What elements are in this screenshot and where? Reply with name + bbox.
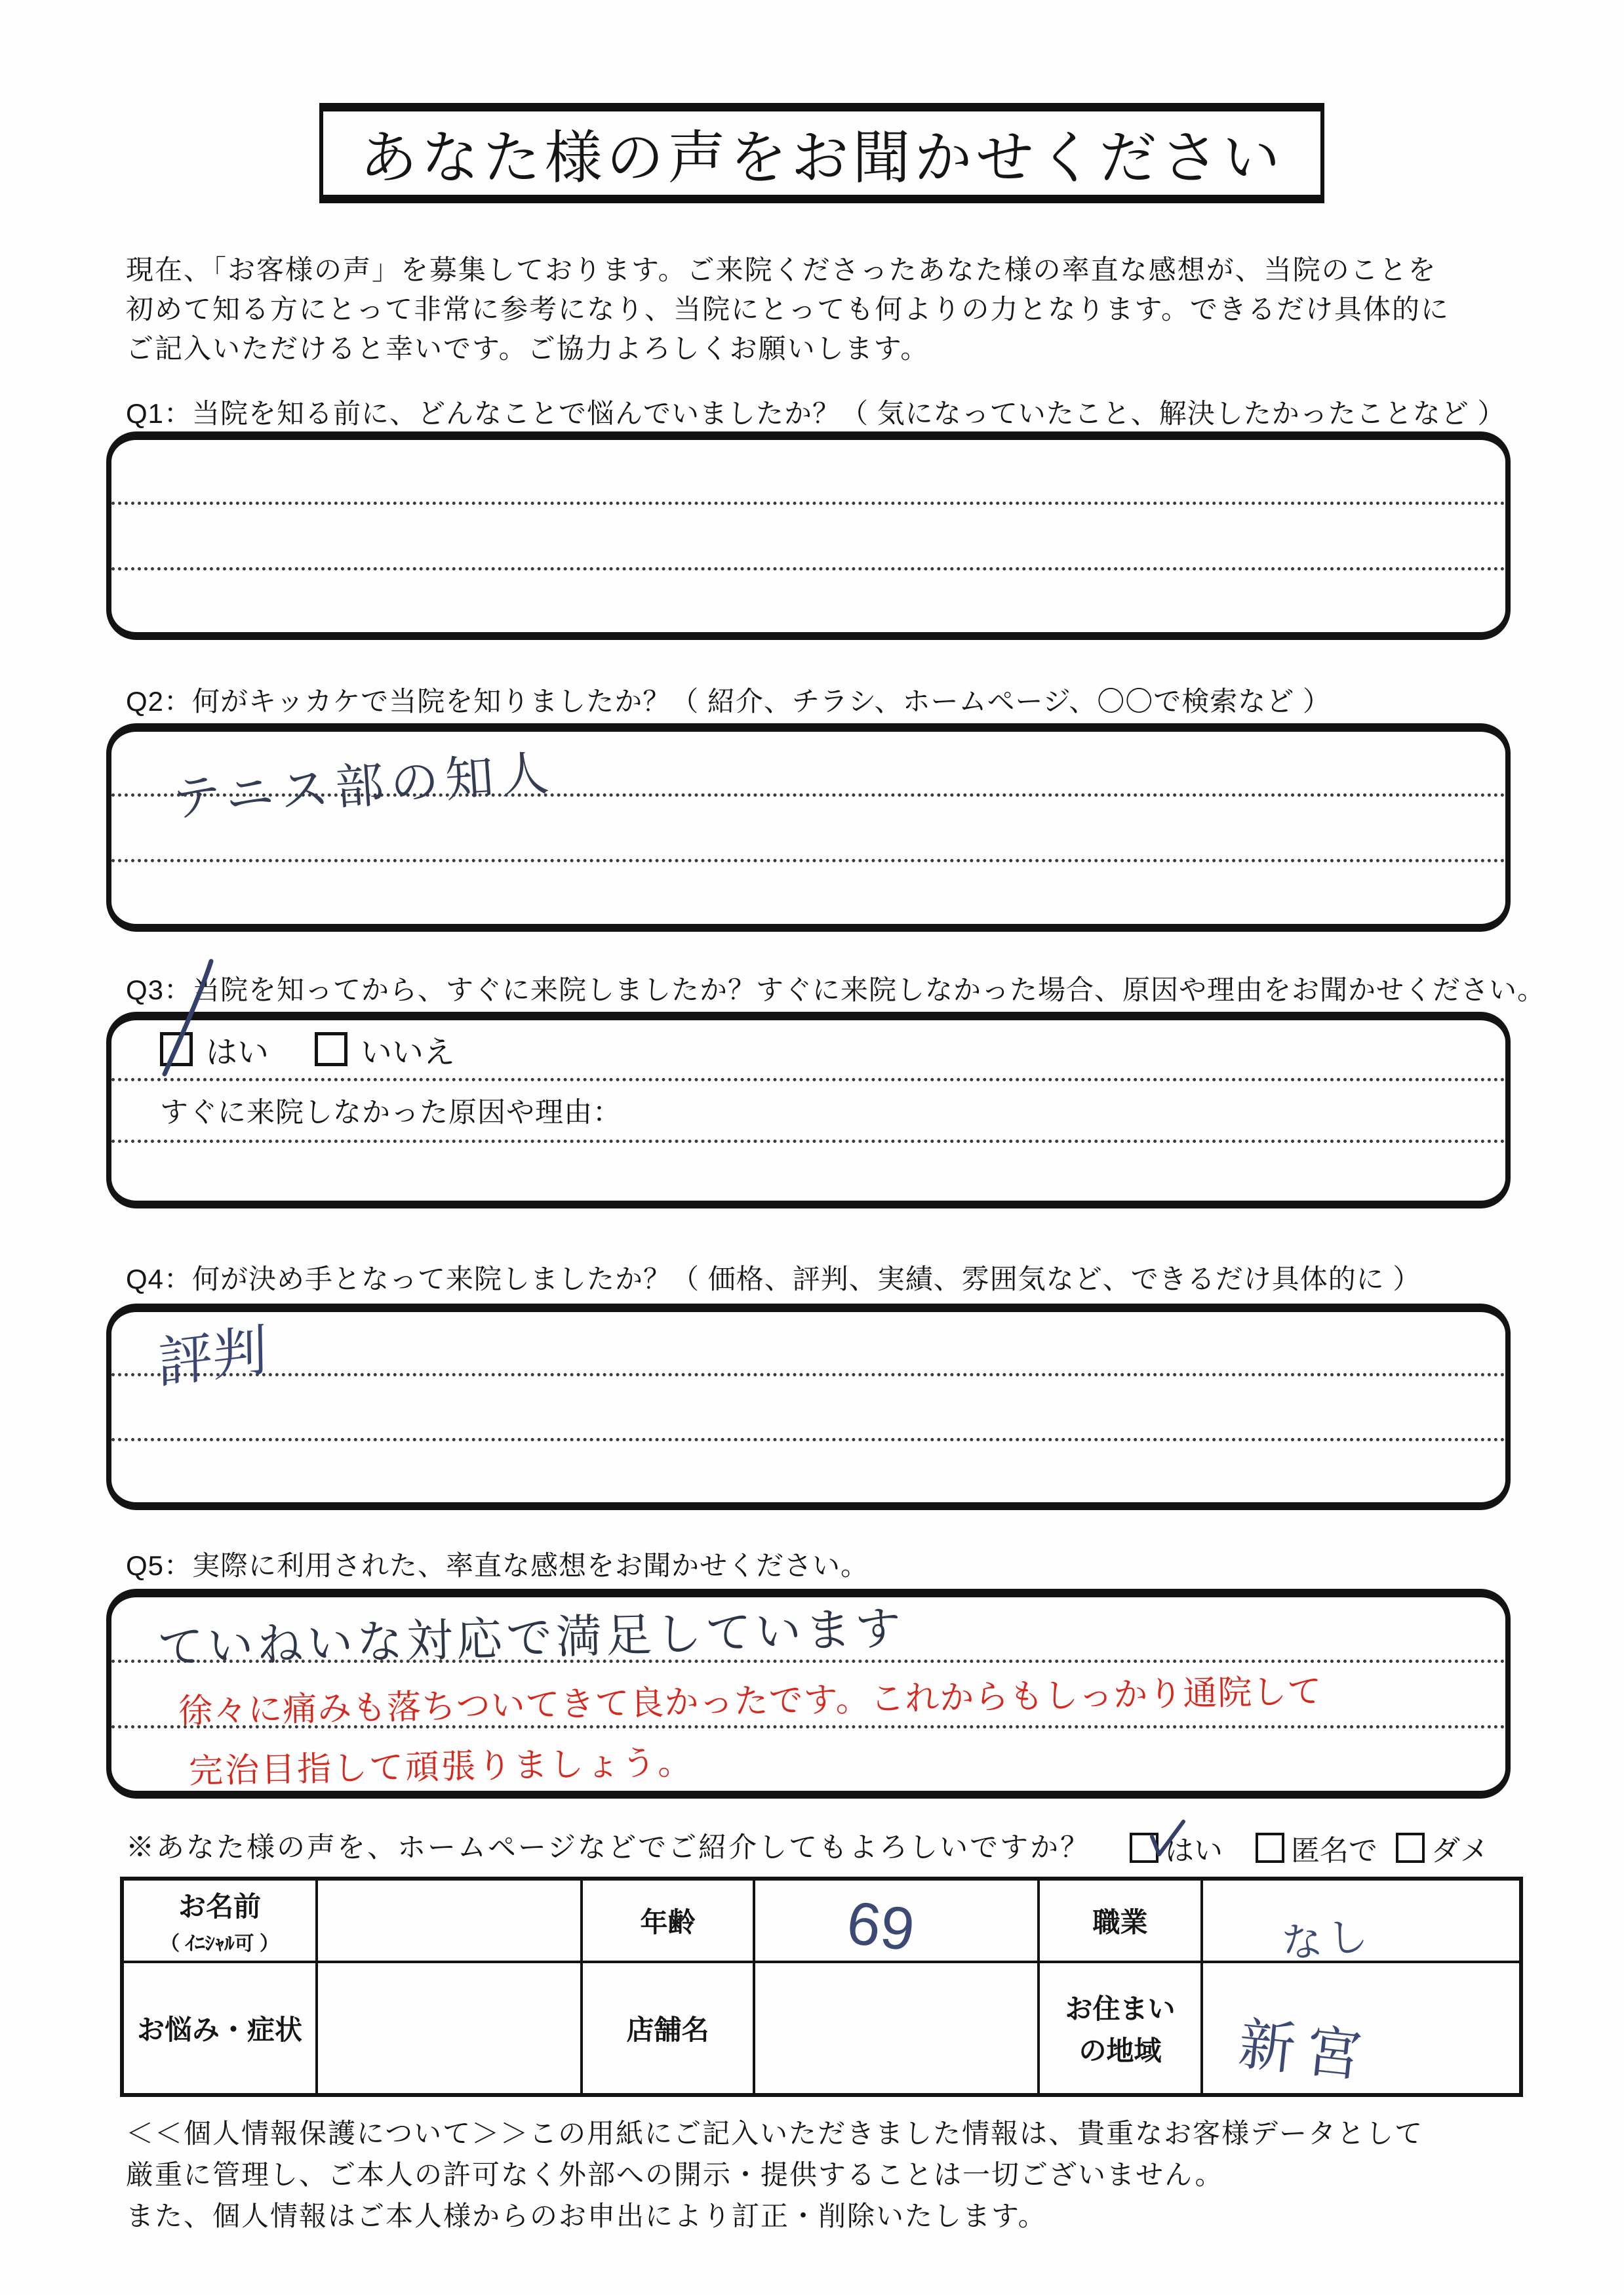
question-3-answer-box <box>106 1012 1511 1208</box>
table-value-age <box>755 1881 1040 1963</box>
table-header-symptom: お悩み・症状 <box>124 1963 318 2093</box>
answer-row <box>111 440 1505 505</box>
table-value-symptom <box>318 1963 583 2093</box>
table-header-job: 職業 <box>1040 1881 1203 1963</box>
question-4-answer-box <box>106 1304 1511 1510</box>
table-header-age: 年齢 <box>583 1881 755 1963</box>
intro-line: 現在、「お客様の声」を募集しております。ご来院くださったあなた様の率直な感想が、当院のことを <box>126 254 1437 285</box>
consent-no-label: ダメ <box>1431 1835 1489 1867</box>
consent-yes-label: はい <box>1165 1835 1223 1867</box>
intro-line: ご記入いただけると幸いです。ご協力よろしくお願いします。 <box>126 333 930 364</box>
handwritten-answer-q4: 評判 <box>157 1319 268 1395</box>
checkbox-no-label: いいえ <box>361 1035 456 1070</box>
answer-row <box>111 797 1505 862</box>
table-header-name: お名前 （ ｲﾆｼｬﾙ可 ） <box>124 1881 318 1963</box>
question-2-answer-box <box>106 723 1511 932</box>
table-value-job <box>1203 1881 1519 1963</box>
consent-option-no <box>1396 1827 1489 1869</box>
table-value-store <box>755 1963 1040 2093</box>
checkbox-yes-label: はい <box>206 1035 269 1070</box>
handwritten-answer-q5-line3-red: 完治目指して頑張りましょう。 <box>188 1744 694 1791</box>
intro-line: 初めて知る方にとって非常に参考になり、当院にとっても何よりの力となります。できるだけ具体的に <box>126 294 1450 325</box>
answer-row <box>111 1143 1505 1201</box>
checkbox-no <box>315 1032 347 1066</box>
question-3-label: Q3：当院を知ってから、すぐに来院しましたか？すぐに来院しなかった場合、原因や理由をお聞かせください。 <box>126 974 1546 1005</box>
answer-row <box>111 1728 1505 1791</box>
question-5-answer-box <box>106 1589 1511 1799</box>
consent-option-yes <box>1130 1827 1223 1869</box>
table-header-store: 店舗名 <box>583 1963 755 2093</box>
table-header-region: お住まい の地域 <box>1040 1963 1203 2093</box>
checkbox-consent-yes <box>1130 1833 1159 1863</box>
table-value-name <box>318 1881 583 1963</box>
q3-reason-row <box>111 1081 1505 1142</box>
checkbox-consent-no <box>1396 1833 1425 1863</box>
form-title-box <box>319 103 1324 203</box>
consent-anonymous-label: 匿名で <box>1291 1835 1377 1867</box>
question-4-label: Q4：何が決め手となって来院しましたか？（ 価格、評判、実績、雰囲気など、できるだけ具体的に ） <box>126 1264 1421 1294</box>
privacy-notice <box>126 2113 1423 2237</box>
answer-row <box>111 732 1505 797</box>
handwritten-answer-q5-line1: ていねいな対応で満足しています <box>157 1603 905 1673</box>
handwritten-region-value: 新宮 <box>1235 2012 1376 2090</box>
consent-option-anonymous <box>1256 1827 1377 1869</box>
answer-row <box>111 1312 1505 1376</box>
answer-row <box>111 1376 1505 1441</box>
answer-row <box>111 1663 1505 1728</box>
handwritten-answer-q5-line2-red: 徐々に痛みも落ちついてきて良かったです。これからもしっかり通院して <box>178 1672 1322 1731</box>
intro-text <box>126 250 1450 369</box>
q3-reason-label: すぐに来院しなかった原因や理由： <box>160 1096 622 1128</box>
question-1-label: Q1：当院を知る前に、どんなことで悩んでいましたか？（ 気になっていたこと、解決したかったことなど ） <box>126 398 1506 429</box>
answer-row <box>111 505 1505 570</box>
checkbox-yes <box>160 1032 193 1066</box>
checkbox-consent-anonymous <box>1256 1833 1284 1863</box>
privacy-line: 厳重に管理し、ご本人の許可なく外部への開示・提供することは一切ございません。 <box>126 2159 1224 2190</box>
info-table <box>120 1877 1523 2097</box>
handwritten-answer-q2: テニス部の知人 <box>170 745 557 827</box>
privacy-line: ＜＜個人情報保護について＞＞この用紙にご記入いただきました情報は、貴重なお客様データとして <box>126 2118 1424 2149</box>
question-1-answer-box <box>106 431 1511 640</box>
answer-row <box>111 570 1505 632</box>
privacy-line: また、個人情報はご本人様からのお申出により訂正・削除いたします。 <box>126 2201 1047 2231</box>
page-title: あなた様の声をお聞かせください <box>359 125 1284 190</box>
handwritten-age-value: 69 <box>843 1889 919 1964</box>
question-5-label: Q5：実際に利用された、率直な感想をお聞かせください。 <box>126 1550 869 1581</box>
answer-row <box>111 1441 1505 1502</box>
question-2-label: Q2：何がキッカケで当院を知りましたか？（ 紹介、チラシ、ホームページ、〇〇で検索など ） <box>126 686 1331 717</box>
answer-row <box>111 1597 1505 1663</box>
handwritten-job-value: なし <box>1279 1912 1376 1968</box>
table-value-region <box>1203 1963 1519 2093</box>
consent-question-label: ※あなた様の声を、ホームページなどでご紹介してもよろしいですか？ <box>126 1832 1091 1864</box>
q3-options-row <box>111 1020 1505 1081</box>
answer-row <box>111 862 1505 924</box>
